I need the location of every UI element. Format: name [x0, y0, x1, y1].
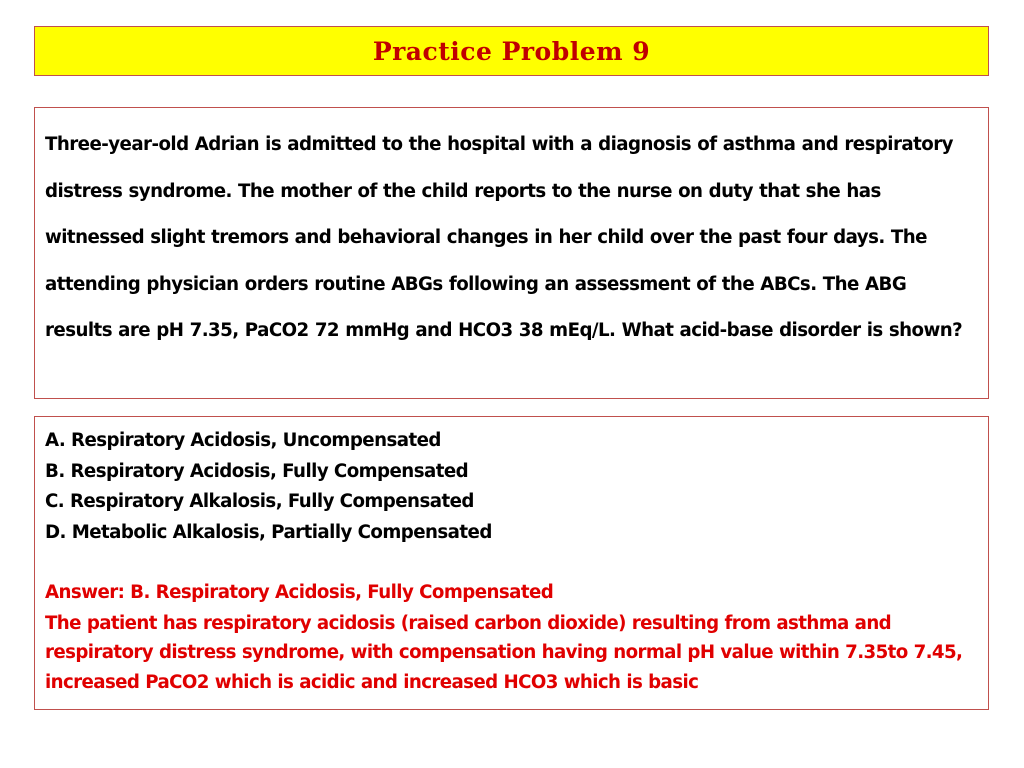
title-banner	[34, 26, 989, 76]
option-c: C. Respiratory Alkalosis, Fully Compensated	[45, 491, 474, 512]
question-text: Three-year-old Adrian is admitted to the hospital with a diagnosis of asthma and respiratory distress syndrome. The mother of the child reports to the nurse on duty that she has witnessed slight tremors and behavioral changes in her child over the past four days. The attending physician orders routine ABGs following an assessment of the ABCs. The ABG results are pH 7.35, PaCO2 72 mmHg and HCO3 38 mEq/L. What acid-base disorder is shown?	[45, 134, 963, 341]
question-panel	[34, 107, 989, 399]
spacer	[45, 548, 978, 578]
option-d: D. Metabolic Alkalosis, Partially Compensated	[45, 521, 492, 543]
explanation-text: The patient has respiratory acidosis (raised carbon dioxide) resulting from asthma and respiratory distress syndrome, with compensation having normal pH value within 7.35to 7.45, increased PaCO2 which is acidic and increased HCO3 which is basic	[45, 612, 963, 693]
option-a: A. Respiratory Acidosis, Uncompensated	[45, 430, 441, 451]
answer-text: Answer: B. Respiratory Acidosis, Fully Compensated	[45, 582, 554, 603]
option-b: B. Respiratory Acidosis, Fully Compensated	[45, 460, 469, 482]
slide-title: Practice Problem 9	[372, 36, 651, 66]
answer-panel	[34, 416, 989, 710]
